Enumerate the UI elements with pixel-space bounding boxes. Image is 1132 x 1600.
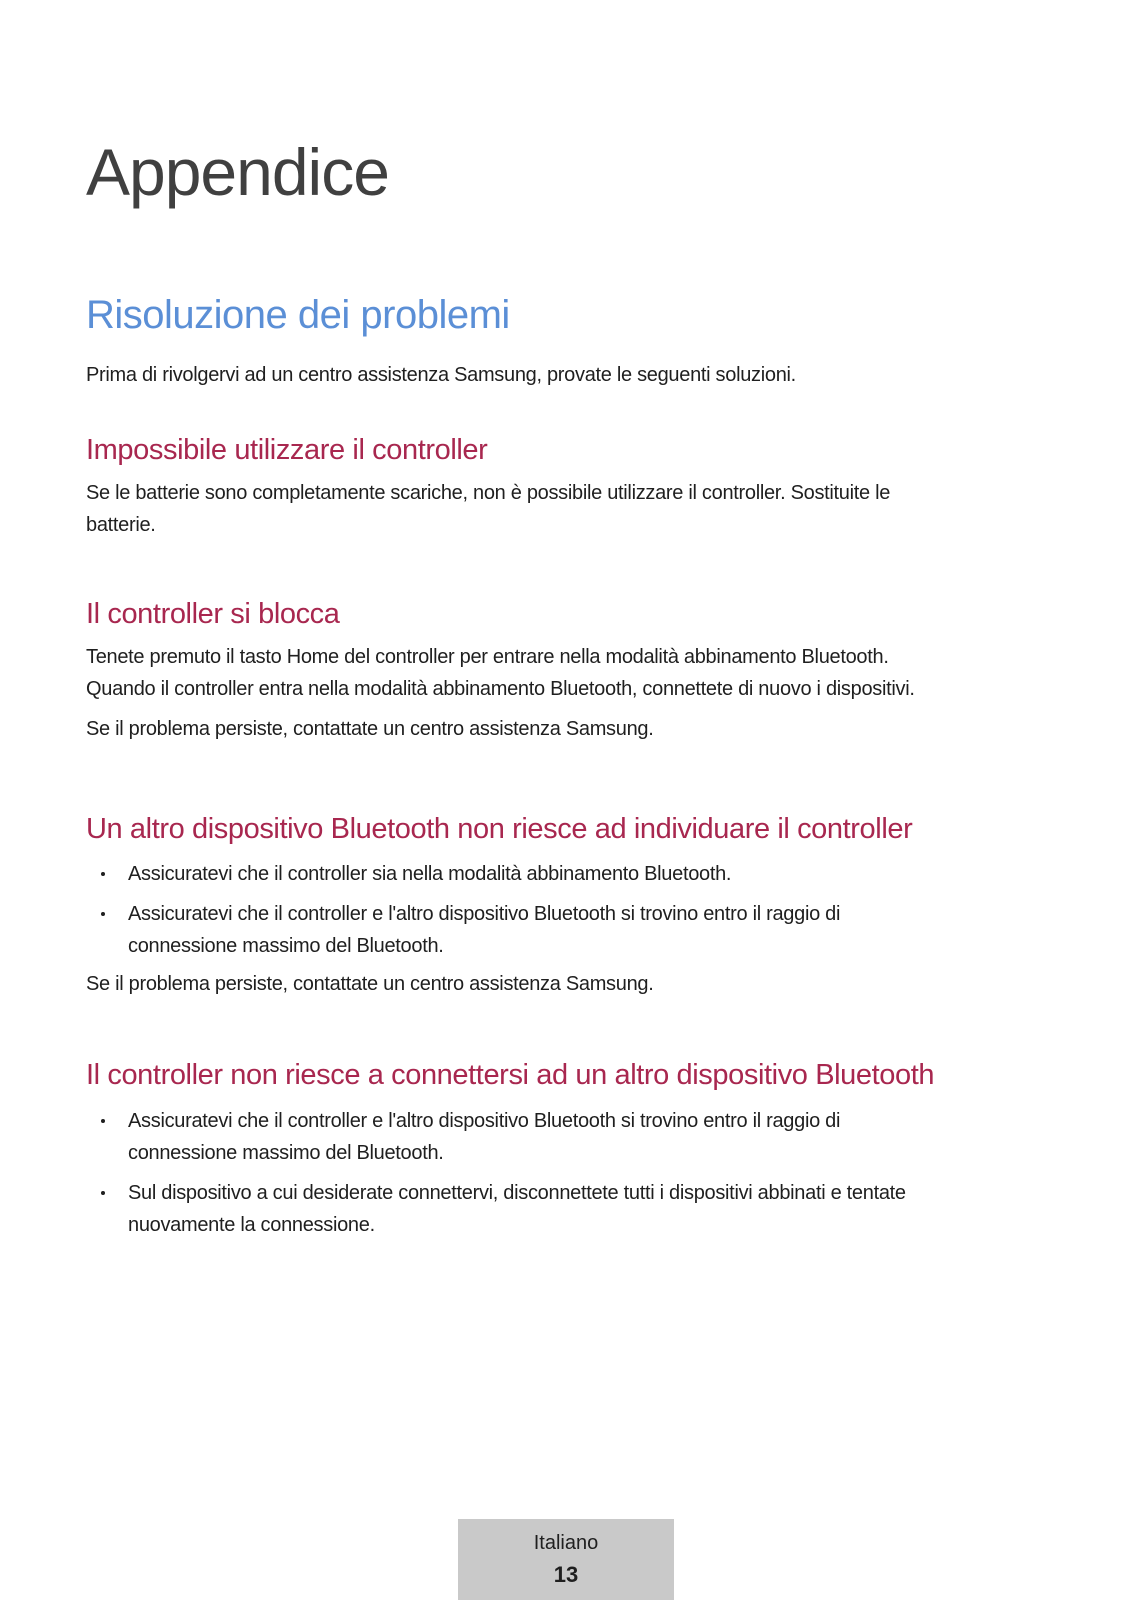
bullet-icon xyxy=(101,1119,105,1123)
intro-paragraph: Prima di rivolgervi ad un centro assistenza Samsung, provate le seguenti soluzioni. xyxy=(86,364,796,386)
list-item xyxy=(86,1105,1046,1169)
list-item xyxy=(86,858,1046,890)
bullet-icon xyxy=(101,872,105,876)
topic-heading: Il controller si blocca xyxy=(86,598,340,630)
bullet-icon xyxy=(101,912,105,916)
text-line: connessione massimo del Bluetooth. xyxy=(128,935,444,957)
topic-cannot-use-controller xyxy=(86,430,1046,541)
bullet-icon xyxy=(101,1191,105,1195)
topic-controller-freezes xyxy=(86,594,1046,745)
bullet-list xyxy=(86,1105,1046,1241)
section-title: Risoluzione dei problemi xyxy=(86,293,510,337)
text-line: Tenete premuto il tasto Home del controller per entrare nella modalità abbinamento Bluetooth. xyxy=(86,646,889,668)
footer-language: Italiano xyxy=(533,1532,599,1554)
topic-heading: Impossibile utilizzare il controller xyxy=(86,434,488,466)
text-line: connessione massimo del Bluetooth. xyxy=(128,1142,444,1164)
text-line: nuovamente la connessione. xyxy=(128,1214,375,1236)
topic-controller-cannot-connect xyxy=(86,1055,1046,1241)
text-line: Assicuratevi che il controller e l'altro dispositivo Bluetooth si trovino entro il raggio di xyxy=(128,1110,841,1132)
topic-heading: Il controller non riesce a connettersi ad un altro dispositivo Bluetooth xyxy=(86,1059,935,1091)
text-line: Assicuratevi che il controller e l'altro dispositivo Bluetooth si trovino entro il raggio di xyxy=(128,903,841,925)
list-item xyxy=(86,898,1046,962)
text-line: Sul dispositivo a cui desiderate connettervi, disconnettete tutti i dispositivi abbinati e tentate xyxy=(128,1182,906,1204)
text-line: Assicuratevi che il controller sia nella modalità abbinamento Bluetooth. xyxy=(128,863,732,885)
text-line: Quando il controller entra nella modalità abbinamento Bluetooth, connettete di nuovo i dispositivi. xyxy=(86,678,915,700)
text-line: batterie. xyxy=(86,514,156,536)
topic-device-cannot-find-controller xyxy=(86,809,1046,1000)
chapter-title: Appendice xyxy=(86,135,389,209)
page-number: 13 xyxy=(553,1562,579,1587)
topic-note: Se il problema persiste, contattate un centro assistenza Samsung. xyxy=(86,718,654,740)
text-line: Se le batterie sono completamente scariche, non è possibile utilizzare il controller. Sostituite le xyxy=(86,482,891,504)
list-item xyxy=(86,1177,1046,1241)
page-footer xyxy=(458,1519,674,1600)
topic-note: Se il problema persiste, contattate un centro assistenza Samsung. xyxy=(86,973,654,995)
topic-text xyxy=(86,477,1046,541)
topic-heading: Un altro dispositivo Bluetooth non riesce ad individuare il controller xyxy=(86,813,913,845)
bullet-list xyxy=(86,858,1046,962)
topic-text xyxy=(86,641,1046,705)
